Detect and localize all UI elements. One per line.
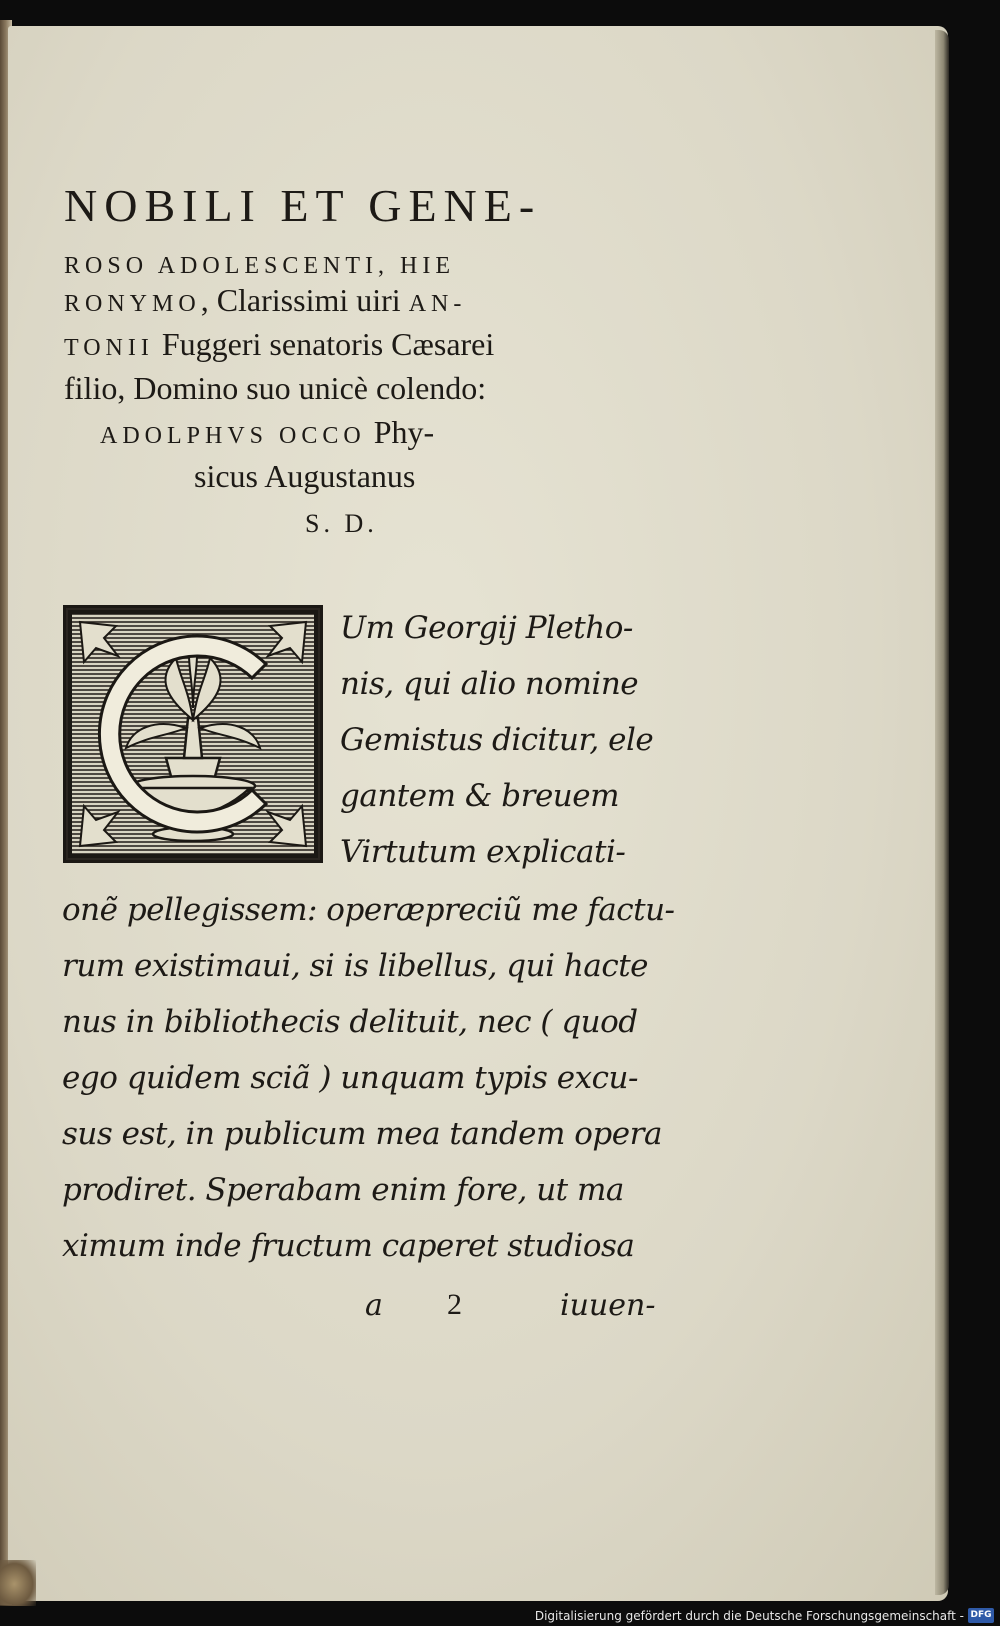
body-line: sus est, in publicum mea tandem opera <box>62 1116 662 1152</box>
title-line-3 <box>64 280 466 324</box>
title-line-3-caps-a: RONYMO <box>64 291 201 317</box>
body-line: Gemistus dicitur, ele <box>340 722 654 758</box>
title-line-2-caps: ROSO ADOLESCENTI, HIE <box>64 253 455 279</box>
binding-corner <box>0 1560 36 1608</box>
title-line-4 <box>64 324 494 368</box>
catchword: iuuen- <box>560 1288 656 1323</box>
body-line: rum existimaui, si is libellus, qui hacte <box>62 948 648 984</box>
woodcut-initial-vase-icon <box>63 605 323 863</box>
signature-number: 2 <box>447 1288 462 1321</box>
title-line-3-caps-b: AN- <box>408 291 467 317</box>
title-line-7: sicus Augustanus <box>194 458 416 494</box>
title-line-1: NOBILI ET GENE- <box>64 180 542 231</box>
title-line-6-text: Phy- <box>373 414 435 450</box>
title-line-6 <box>100 412 434 456</box>
body-line: Um Georgij Pletho- <box>340 610 633 646</box>
title-line-3-text: , Clarissimi uiri <box>200 282 401 318</box>
page-right-edge <box>935 30 949 1595</box>
title-line-4-caps: TONII <box>64 335 154 361</box>
body-line: onẽ pellegissem: operæpreciũ me factu- <box>62 892 675 928</box>
signature-mark: a <box>365 1288 383 1323</box>
funding-notice: Digitalisierung gefördert durch die Deutsche Forschungsgemeinschaft - <box>534 1609 964 1623</box>
title-line-8: S. D. <box>305 509 378 538</box>
dfg-logo-icon: DFG <box>968 1608 994 1623</box>
body-line: Virtutum explicati- <box>340 834 626 870</box>
title-line-6-caps: ADOLPHVS OCCO <box>100 423 366 449</box>
body-line: gantem & breuem <box>340 778 620 814</box>
body-line: nus in bibliothecis delituit, nec ( quod <box>62 1004 638 1040</box>
title-line-4-text: Fuggeri senatoris Cæsarei <box>161 326 495 362</box>
body-line: nis, qui alio nomine <box>340 666 639 702</box>
body-line: prodiret. Sperabam enim fore, ut ma <box>62 1172 624 1208</box>
title-line-5: filio, Domino suo unicè colendo: <box>64 370 487 406</box>
body-line: ego quidem sciã ) unquam typis excu- <box>62 1060 638 1096</box>
body-line: ximum inde fructum caperet studiosa <box>62 1228 635 1264</box>
